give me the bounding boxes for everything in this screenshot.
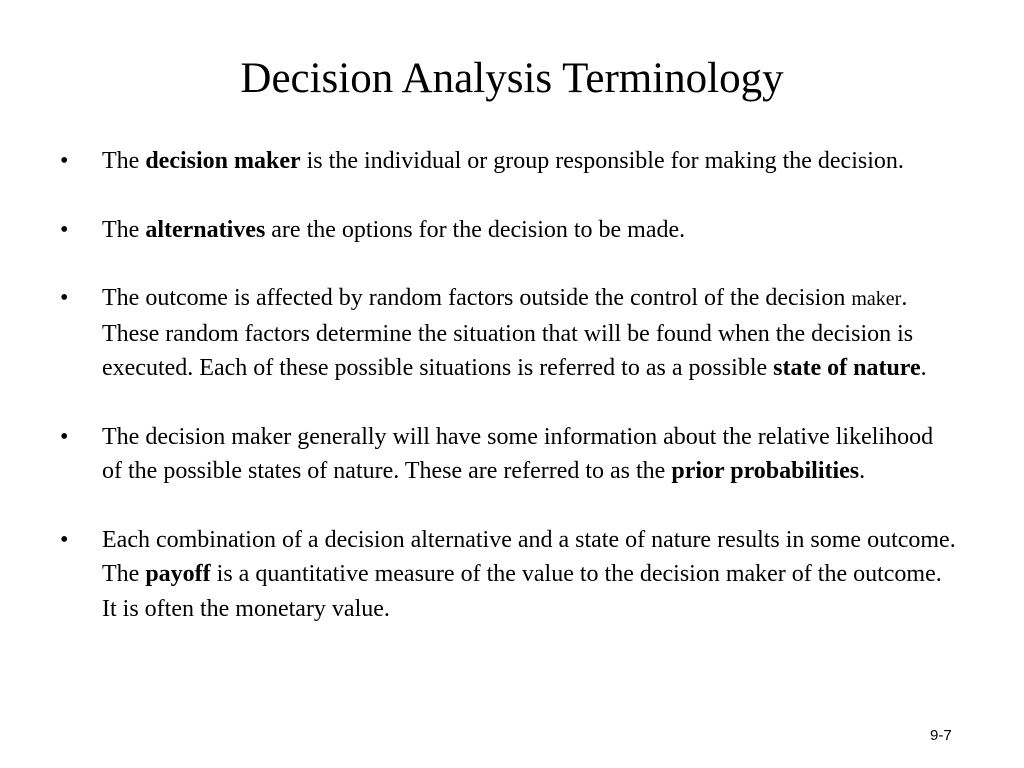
bullet-marker: • <box>60 285 69 311</box>
text-segment: is the individual or group responsible for making the decision. <box>300 148 904 174</box>
text-segment: is a quantitative measure of the value to the decision maker of the outcome. It is often the monetary value. <box>102 561 942 622</box>
text-segment: are the options for the decision to be made. <box>265 216 686 243</box>
text-segment: The outcome is affected by random factors outside the control of the decision <box>102 285 852 311</box>
slide-title: Decision Analysis Terminology <box>240 55 784 102</box>
text-segment: . These random factors determine the situation that will be found when the decision is executed. Each of these possible situations is referred to as a possible <box>102 285 914 381</box>
bullet-payoff <box>58 523 958 627</box>
bullet-marker: • <box>60 526 69 553</box>
bullet-marker: • <box>60 148 69 174</box>
bullet-decision-maker <box>58 144 958 179</box>
bullet-text <box>102 420 958 489</box>
term-state-of-nature: state of nature <box>773 355 921 381</box>
bullet-text <box>102 523 958 627</box>
bullet-alternatives <box>58 213 958 248</box>
text-segment-small: maker <box>851 288 902 310</box>
bullet-list <box>58 144 958 660</box>
text-segment: The decision maker generally will have some information about the relative likelihood of the possible states of nature. These are referred to as the <box>102 423 934 484</box>
bullet-text <box>102 213 958 248</box>
term-decision-maker: decision maker <box>145 148 301 174</box>
bullet-prior-probabilities <box>58 420 958 489</box>
text-segment: . <box>920 355 927 381</box>
bullet-text <box>102 281 958 386</box>
text-segment: The <box>102 216 146 243</box>
bullet-marker: • <box>60 423 69 450</box>
text-segment: The <box>102 148 146 174</box>
bullet-state-of-nature <box>58 281 958 386</box>
term-prior-probabilities: prior probabilities <box>671 458 860 484</box>
text-segment: Each combination of a decision alternative and a state of nature results in some outcome. The <box>102 526 956 587</box>
text-segment: . <box>859 458 866 484</box>
bullet-marker: • <box>60 216 69 243</box>
page-number: 9-7 <box>930 727 952 744</box>
term-alternatives: alternatives <box>145 216 266 243</box>
bullet-text <box>102 144 958 179</box>
term-payoff: payoff <box>145 561 211 587</box>
